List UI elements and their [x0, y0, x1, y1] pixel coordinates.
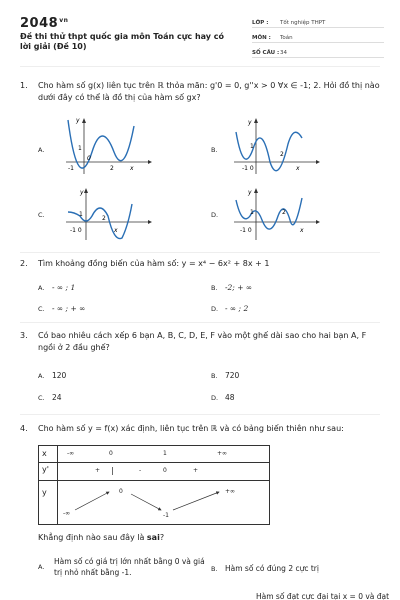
logo-text: 2048: [20, 16, 59, 31]
question-1: [20, 80, 380, 104]
label-2: 2: [282, 209, 286, 216]
y-axis-arrow: [84, 188, 88, 193]
meta-count: [252, 46, 384, 58]
option-letter: C.: [38, 394, 45, 402]
option-b[interactable]: [211, 283, 252, 292]
meta-label: MÔN :: [252, 35, 271, 41]
curve: [236, 198, 302, 229]
row-label-y: y: [42, 488, 47, 497]
meta-value: 34: [280, 50, 287, 56]
x-value: +∞: [217, 450, 228, 457]
graph-option-a[interactable]: [62, 116, 152, 178]
sign: -: [139, 467, 142, 474]
option-value: Hàm số có đúng 2 cực trị: [225, 564, 319, 573]
option-letter: B.: [211, 565, 218, 573]
divider: [20, 414, 380, 415]
option-letter: A.: [38, 284, 45, 292]
label-2: 2: [280, 151, 284, 158]
divider: [20, 322, 380, 323]
option-b[interactable]: [211, 145, 225, 154]
question-3: [20, 330, 380, 354]
question-text: Tìm khoảng đồng biến của hàm số: y = x⁴ − 6x² + 8x + 1: [38, 259, 270, 268]
page-header: [0, 0, 400, 62]
sign-bar: |: [111, 466, 114, 475]
row-label-x: x: [42, 449, 47, 458]
meta-label: SỐ CÂU :: [252, 50, 280, 56]
question-text: Có bao nhiêu cách xếp 6 bạn A, B, C, D, E, F vào một ghế dài sao cho hai bạn A, F ngồi ở 2 đầu ghế?: [38, 331, 367, 352]
question-2: [20, 258, 380, 270]
option-a[interactable]: [38, 283, 75, 292]
option-value: - ∞ ; 2: [225, 304, 249, 313]
variation-arrows: [39, 446, 271, 526]
option-letter: C.: [38, 305, 45, 313]
label-y: y: [76, 117, 80, 124]
question-number: 4.: [20, 424, 28, 433]
option-value: -2; + ∞: [225, 283, 253, 292]
exam-meta: [252, 16, 384, 61]
option-value: 720: [225, 371, 240, 380]
x-value: 0: [109, 450, 113, 457]
sign: +: [95, 467, 101, 474]
sign-zero: 0: [163, 467, 167, 474]
x-value: 1: [163, 450, 167, 457]
option-d[interactable]: [211, 393, 235, 402]
meta-subject: [252, 31, 384, 43]
question-emphasis: sai: [146, 533, 160, 542]
option-letter: C.: [38, 211, 45, 219]
question-prefix: Khẳng định nào sau đây là: [38, 533, 147, 542]
meta-value: Tốt nghiệp THPT: [280, 20, 326, 26]
label-1: 1: [250, 209, 254, 216]
divider: [20, 66, 380, 67]
y-max: 0: [119, 488, 123, 495]
y-axis-arrow: [254, 188, 258, 193]
option-letter: D.: [211, 211, 219, 219]
option-d[interactable]: [256, 592, 389, 600]
arrow-down: [131, 494, 161, 510]
label-minus-1-0: -1 0: [242, 165, 254, 172]
x-axis-arrow: [148, 160, 152, 164]
option-value: Hàm số đạt cực đại tại x = 0 và đạt: [256, 592, 390, 600]
label-y: y: [248, 189, 252, 196]
option-value: Hàm số có giá trị lớn nhất bằng 0 và giá trị nhỏ nhất bằng -1.: [54, 557, 205, 577]
option-value: 120: [52, 371, 67, 380]
x-axis-arrow: [316, 160, 320, 164]
label-minus-1-0: -1 0: [240, 227, 252, 234]
graph-option-b[interactable]: [230, 116, 320, 178]
label-1: 1: [78, 145, 82, 152]
logo-suffix: vn: [59, 16, 69, 24]
sign: +: [193, 467, 199, 474]
option-letter: D.: [211, 394, 219, 402]
question-4-prompt: [20, 532, 380, 544]
option-c[interactable]: [38, 210, 52, 219]
y-min: -1: [163, 512, 169, 519]
label-x: x: [130, 165, 134, 172]
label-2: 2: [110, 165, 114, 172]
question-text: Cho hàm số y = f(x) xác định, liên tục trên ℝ và có bảng biến thiên như sau:: [38, 424, 344, 433]
y-start: -∞: [63, 510, 71, 517]
option-a[interactable]: [38, 556, 208, 578]
option-d[interactable]: [211, 304, 248, 313]
divider: [20, 252, 380, 253]
label-y: y: [80, 189, 84, 196]
label-2: 2: [102, 215, 106, 222]
y-end: +∞: [225, 488, 236, 495]
meta-label: LỚP :: [252, 20, 269, 26]
option-letter: B.: [211, 146, 218, 154]
question-4: [20, 423, 380, 435]
option-letter: D.: [211, 305, 219, 313]
question-suffix: ?: [159, 533, 165, 542]
x-axis-arrow: [316, 220, 320, 224]
arrow-up: [173, 492, 219, 510]
option-letter: B.: [211, 284, 218, 292]
exam-title: Đề thi thử thpt quốc gia môn Toán cực hay có lời giải (Đề 10): [20, 32, 225, 51]
option-a[interactable]: [38, 371, 66, 380]
graph-option-c[interactable]: [62, 186, 152, 242]
graph-option-d[interactable]: [230, 186, 320, 242]
site-logo[interactable]: [20, 16, 68, 31]
option-letter: A.: [38, 146, 45, 154]
option-c[interactable]: [38, 393, 62, 402]
question-text: Cho hàm số g(x) liên tục trên ℝ thỏa mãn: g'0 = 0, g''x > 0 ∀x ∈ -1; 2. Hỏi đồ thị nào dưới đây có thể là đồ thị của hàm số gx?: [38, 81, 380, 102]
label-x: x: [114, 227, 118, 234]
label-x: x: [300, 227, 304, 234]
label-minus-1-0: -1 0: [70, 227, 82, 234]
label-0: 0: [87, 155, 91, 162]
question-number: 3.: [20, 331, 28, 340]
option-value: 48: [225, 393, 235, 402]
option-letter: B.: [211, 372, 218, 380]
arrow-up: [75, 492, 109, 510]
option-d[interactable]: [211, 210, 225, 219]
label-minus-1: -1: [68, 165, 74, 172]
label-x: x: [296, 165, 300, 172]
x-value: -∞: [67, 450, 75, 457]
option-a[interactable]: [38, 145, 52, 154]
question-number: 1.: [20, 81, 28, 90]
meta-class: [252, 16, 384, 28]
label-y: y: [248, 119, 252, 126]
option-letter: A.: [38, 372, 45, 380]
label-1: 1: [250, 143, 254, 150]
option-letter: A.: [38, 563, 45, 571]
option-value: - ∞ ; 1: [52, 283, 76, 292]
y-axis-arrow: [254, 118, 258, 123]
option-b[interactable]: [211, 564, 319, 573]
label-1: 1: [79, 211, 83, 218]
variation-table: [38, 445, 270, 525]
option-c[interactable]: [38, 304, 85, 313]
question-number: 2.: [20, 259, 28, 268]
option-value: 24: [52, 393, 62, 402]
option-b[interactable]: [211, 371, 239, 380]
x-axis-arrow: [148, 220, 152, 224]
row-label-yprime: y': [42, 465, 49, 474]
meta-value: Toán: [280, 35, 293, 41]
option-value: - ∞ ; + ∞: [52, 304, 86, 313]
y-axis-arrow: [82, 118, 86, 123]
